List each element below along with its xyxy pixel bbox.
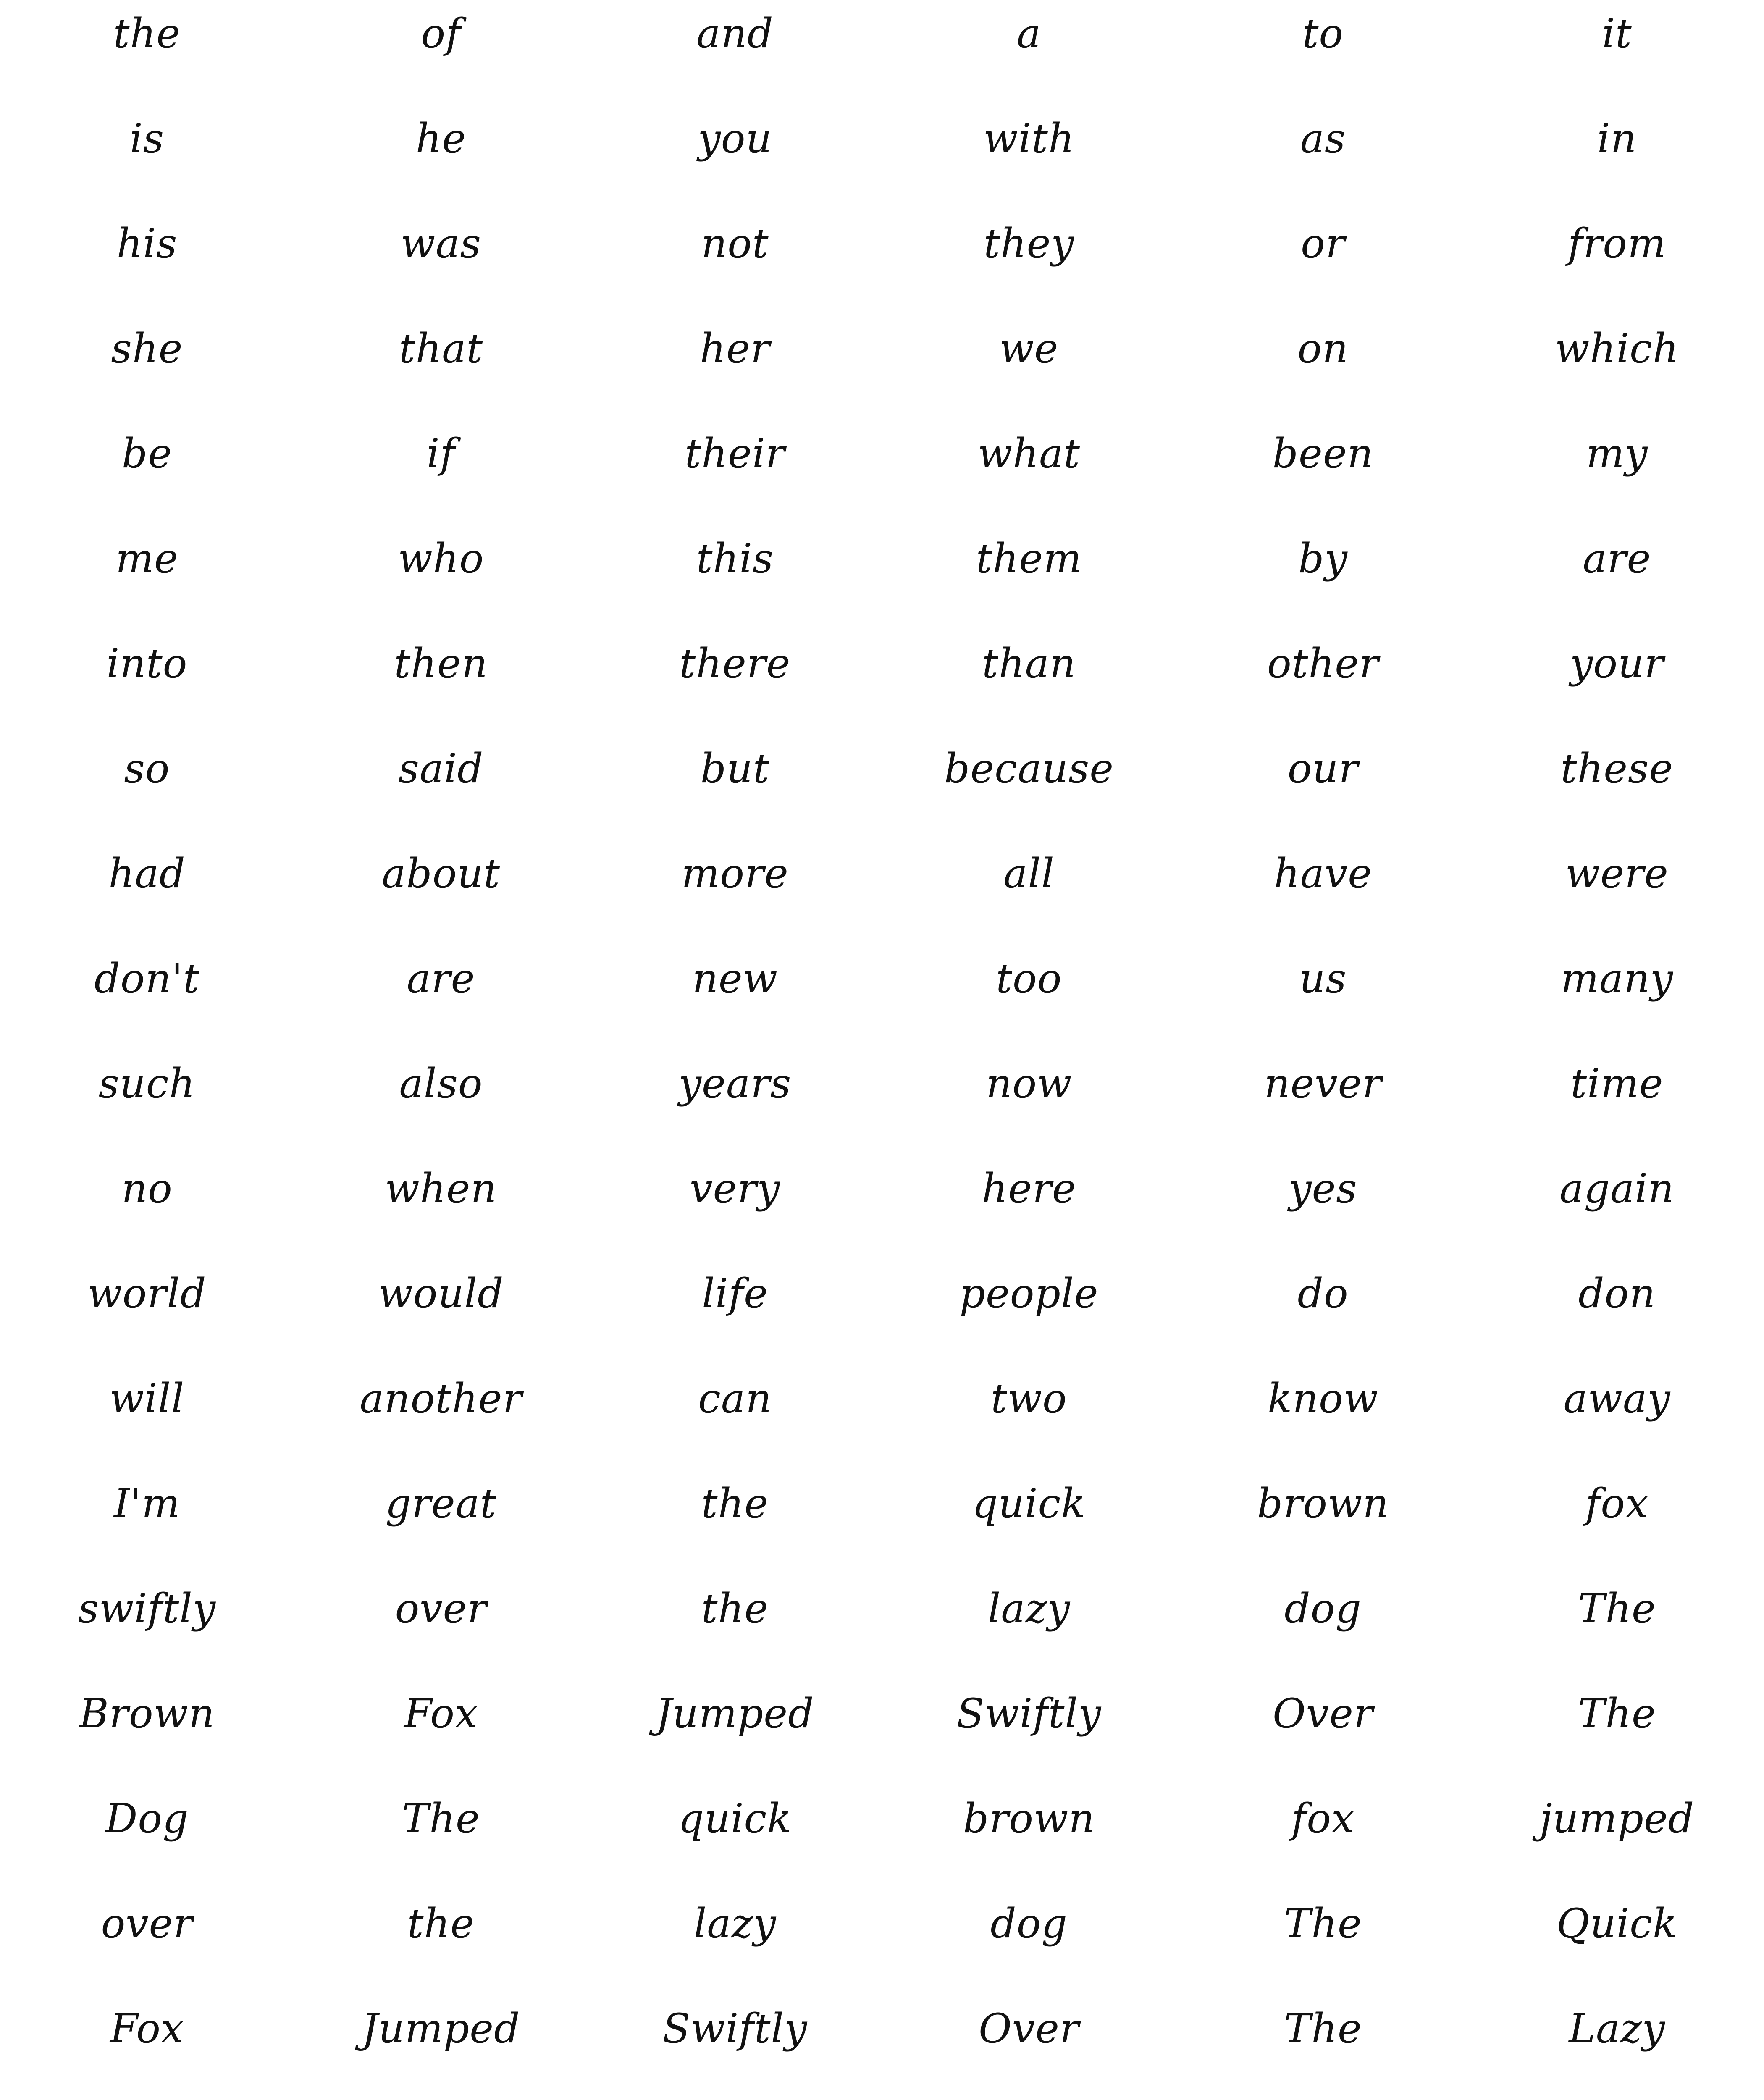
handwritten-word: more: [681, 850, 789, 897]
handwritten-word: me: [116, 535, 178, 582]
handwritten-word: the: [701, 1480, 769, 1527]
handwritten-word: the: [701, 1585, 769, 1632]
handwritten-word: what: [978, 430, 1080, 477]
handwritten-word: about: [382, 850, 500, 897]
handwritten-word: not: [701, 220, 769, 267]
handwritten-word: that: [399, 325, 483, 372]
handwritten-word: which: [1555, 325, 1679, 372]
handwritten-word: another: [360, 1375, 522, 1422]
handwritten-word: Quick: [1556, 1900, 1678, 1947]
handwritten-word: I'm: [113, 1480, 181, 1527]
handwritten-word: my: [1586, 430, 1648, 477]
handwritten-word: into: [106, 640, 188, 687]
handwritten-word: than: [982, 640, 1076, 687]
handwritten-word: said: [398, 745, 484, 792]
handwritten-word: lazy: [987, 1585, 1071, 1632]
handwritten-word: on: [1297, 325, 1349, 372]
handwritten-word: again: [1559, 1165, 1675, 1212]
handwritten-word: world: [87, 1270, 207, 1317]
handwritten-word: brown: [963, 1795, 1095, 1842]
handwritten-word: the: [407, 1900, 475, 1947]
handwritten-word: too: [996, 955, 1062, 1002]
handwritten-word: of: [421, 10, 461, 57]
handwritten-word: fox: [1291, 1795, 1355, 1842]
handwritten-word: they: [984, 220, 1074, 267]
handwritten-word: swiftly: [78, 1585, 216, 1632]
handwritten-word: he: [415, 115, 467, 162]
handwritten-word: was: [401, 220, 481, 267]
handwritten-word: them: [976, 535, 1082, 582]
handwritten-word: her: [700, 325, 770, 372]
handwritten-word: people: [959, 1270, 1099, 1317]
handwritten-word: also: [399, 1060, 483, 1107]
handwritten-word: Jumped: [362, 2005, 520, 2052]
handwritten-word: these: [1560, 745, 1674, 792]
handwritten-word: jumped: [1539, 1795, 1695, 1842]
handwritten-word: their: [685, 430, 785, 477]
handwritten-word: been: [1272, 430, 1374, 477]
handwritten-word: Brown: [79, 1690, 215, 1737]
handwritten-word: yes: [1289, 1165, 1357, 1212]
handwritten-word: many: [1560, 955, 1674, 1002]
handwritten-word: and: [696, 10, 774, 57]
handwritten-word: no: [121, 1165, 173, 1212]
handwritten-word: such: [98, 1060, 196, 1107]
handwritten-word: as: [1300, 115, 1346, 162]
handwritten-word: time: [1570, 1060, 1664, 1107]
handwritten-word: are: [1583, 535, 1651, 582]
handwritten-word: The: [1284, 1900, 1362, 1947]
handwritten-word: would: [378, 1270, 504, 1317]
handwritten-word: but: [700, 745, 770, 792]
handwritten-word: so: [124, 745, 170, 792]
handwritten-word: be: [121, 430, 173, 477]
handwritten-word: two: [991, 1375, 1067, 1422]
handwritten-word: you: [698, 115, 772, 162]
handwritten-word: our: [1287, 745, 1359, 792]
handwritten-word: a: [1016, 10, 1042, 57]
handwritten-word: brown: [1257, 1480, 1389, 1527]
handwritten-word: by: [1298, 535, 1348, 582]
handwritten-word: quick: [972, 1480, 1086, 1527]
handwritten-word: years: [678, 1060, 792, 1107]
handwritten-word: life: [702, 1270, 768, 1317]
handwritten-word: lazy: [693, 1900, 777, 1947]
handwritten-word: away: [1563, 1375, 1671, 1422]
handwritten-word: The: [1578, 1690, 1656, 1737]
handwritten-word: have: [1273, 850, 1373, 897]
handwritten-word: dog: [1284, 1585, 1362, 1632]
handwritten-word: do: [1297, 1270, 1349, 1317]
handwritten-word: there: [679, 640, 791, 687]
handwritten-word: don: [1578, 1270, 1656, 1317]
handwritten-word: dog: [990, 1900, 1068, 1947]
handwritten-word: Jumped: [656, 1690, 814, 1737]
handwritten-word: is: [130, 115, 164, 162]
handwritten-word: The: [1284, 2005, 1362, 2052]
handwritten-word: quick: [678, 1795, 792, 1842]
handwritten-word: over: [101, 1900, 193, 1947]
handwritten-word: from: [1567, 220, 1667, 267]
handwritten-word: The: [402, 1795, 480, 1842]
handwritten-word: fox: [1585, 1480, 1649, 1527]
handwritten-word: when: [385, 1165, 497, 1212]
handwritten-word: or: [1301, 220, 1345, 267]
handwritten-word: other: [1267, 640, 1379, 687]
handwritten-word: very: [690, 1165, 780, 1212]
handwritten-word: to: [1302, 10, 1344, 57]
handwritten-word: his: [116, 220, 178, 267]
handwritten-word: Lazy: [1569, 2005, 1665, 2052]
handwritten-word: we: [999, 325, 1059, 372]
handwritten-word: don't: [94, 955, 200, 1002]
handwritten-word: will: [109, 1375, 185, 1422]
handwritten-word: can: [698, 1375, 772, 1422]
handwritten-word: were: [1565, 850, 1669, 897]
handwritten-word: if: [426, 430, 456, 477]
handwritten-word: us: [1299, 955, 1347, 1002]
handwritten-word: your: [1570, 640, 1664, 687]
handwritten-word: Fox: [404, 1690, 478, 1737]
handwritten-word: then: [394, 640, 488, 687]
handwritten-word: over: [395, 1585, 487, 1632]
handwritten-word: because: [944, 745, 1114, 792]
handwritten-word: all: [1003, 850, 1055, 897]
handwritten-word: great: [385, 1480, 497, 1527]
handwritten-word: it: [1602, 10, 1632, 57]
handwritten-word: here: [982, 1165, 1076, 1212]
handwritten-word: who: [398, 535, 484, 582]
handwritten-word: new: [692, 955, 778, 1002]
handwritten-word: Swiftly: [956, 1690, 1102, 1737]
handwritten-word: the: [113, 10, 181, 57]
handwritten-word: Over: [979, 2005, 1079, 2052]
handwritten-word: Dog: [105, 1795, 189, 1842]
handwritten-word: know: [1268, 1375, 1378, 1422]
handwritten-word: she: [111, 325, 183, 372]
handwritten-word: now: [986, 1060, 1072, 1107]
handwritten-word: never: [1264, 1060, 1382, 1107]
handwritten-word: this: [696, 535, 774, 582]
handwritten-word: Over: [1273, 1690, 1373, 1737]
handwritten-word: Swiftly: [662, 2005, 808, 2052]
handwritten-word: in: [1597, 115, 1637, 162]
handwritten-word: Fox: [110, 2005, 184, 2052]
handwritten-word: The: [1578, 1585, 1656, 1632]
handwritten-word: had: [108, 850, 186, 897]
handwritten-word: with: [983, 115, 1075, 162]
handwritten-word: are: [407, 955, 475, 1002]
